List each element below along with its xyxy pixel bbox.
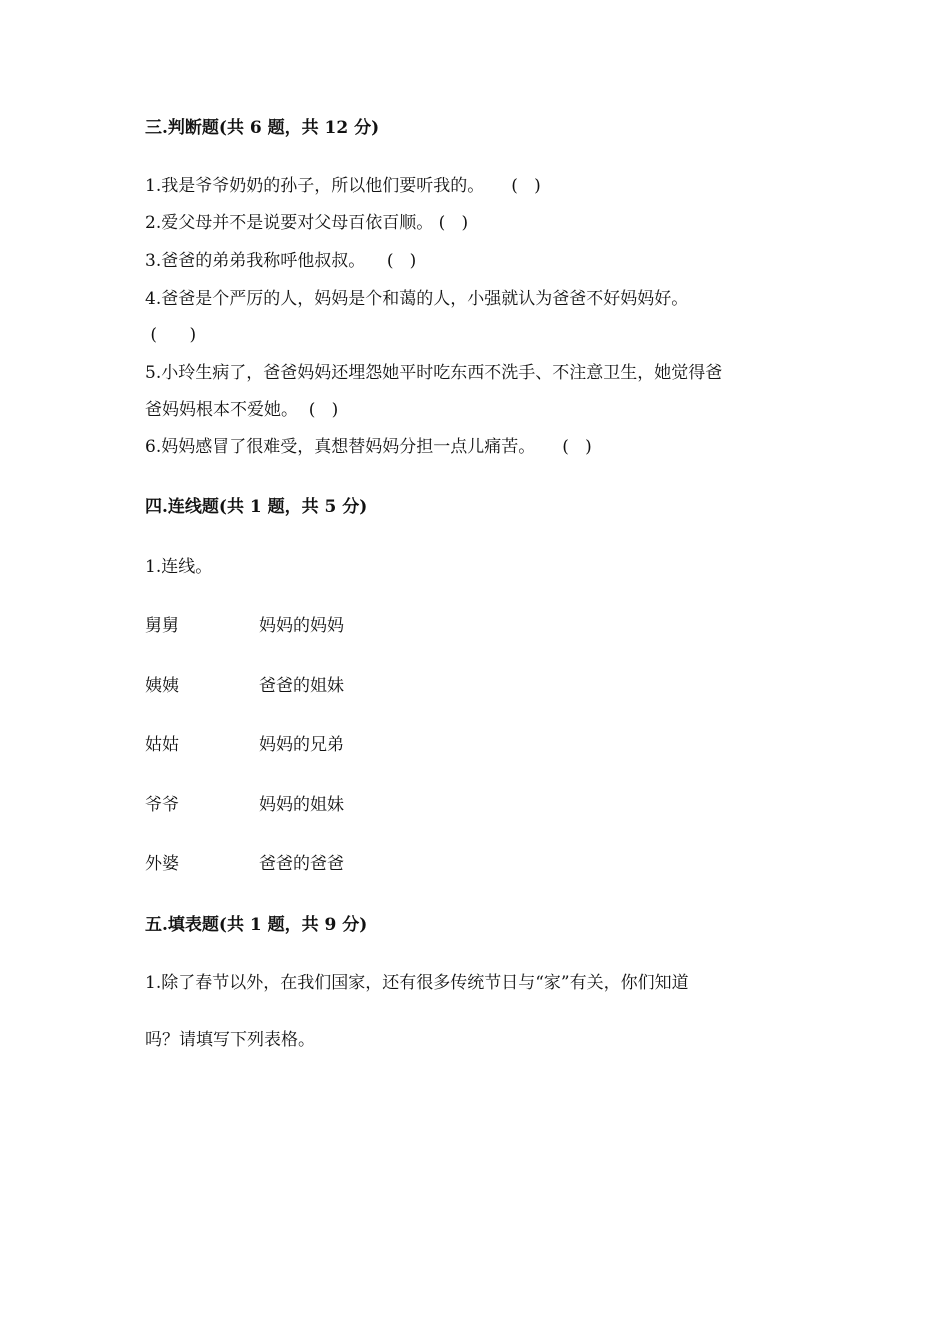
judge-item-2: 2.爱父母并不是说要对父母百依百顺。 ( ) (145, 213, 469, 233)
matching-left-item: 舅舅 (145, 616, 179, 636)
section-4-heading: 四.连线题(共 1 题，共 5 分) (145, 497, 368, 517)
matching-left-item: 姑姑 (145, 735, 179, 755)
judge-item-5-line-2: 爸妈妈根本不爱她。 ( ) (145, 400, 339, 420)
matching-right-item: 妈妈的妈妈 (259, 616, 344, 636)
matching-left-item: 外婆 (145, 854, 179, 874)
matching-right-item: 妈妈的姐妹 (259, 795, 344, 815)
section-3-heading: 三.判断题(共 6 题，共 12 分) (145, 118, 380, 138)
matching-left-item: 姨姨 (145, 676, 179, 696)
fill-table-question-line-2: 吗？请填写下列表格。 (145, 1030, 315, 1050)
matching-question: 1.连线。 (145, 557, 213, 577)
matching-left-item: 爷爷 (145, 795, 179, 815)
judge-item-4-line-2: ( ) (145, 325, 197, 345)
judge-item-4-line-1: 4.爸爸是个严厉的人，妈妈是个和蔼的人，小强就认为爸爸不好妈妈好。 (145, 289, 689, 309)
matching-right-item: 爸爸的姐妹 (259, 676, 344, 696)
judge-item-1: 1.我是爷爷奶奶的孙子，所以他们要听我的。 ( ) (145, 176, 541, 196)
section-5-heading: 五.填表题(共 1 题，共 9 分) (145, 915, 368, 935)
judge-item-3: 3.爸爸的弟弟我称呼他叔叔。 ( ) (145, 251, 417, 271)
judge-item-5-line-1: 5.小玲生病了，爸爸妈妈还埋怨她平时吃东西不洗手、不注意卫生，她觉得爸 (145, 363, 723, 383)
judge-item-6: 6.妈妈感冒了很难受，真想替妈妈分担一点儿痛苦。 ( ) (145, 437, 592, 457)
matching-right-item: 爸爸的爸爸 (259, 854, 344, 874)
fill-table-question-line-1: 1.除了春节以外，在我们国家，还有很多传统节日与“家”有关，你们知道 (145, 973, 689, 993)
matching-right-item: 妈妈的兄弟 (259, 735, 344, 755)
